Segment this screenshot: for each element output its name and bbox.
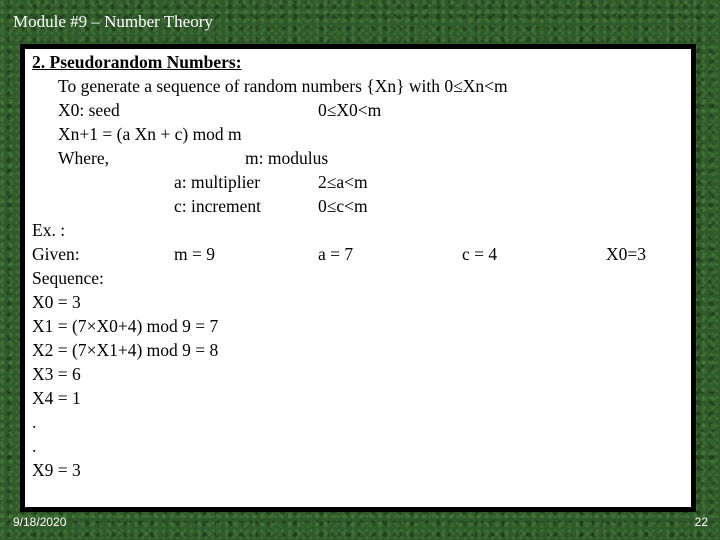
ellipsis-dot-1: .	[32, 412, 37, 432]
section-heading: 2. Pseudorandom Numbers:	[32, 52, 242, 72]
sequence-x1: X1 = (7×X0+4) mod 9 = 7	[32, 316, 219, 336]
sequence-x2: X2 = (7×X1+4) mod 9 = 8	[32, 340, 219, 360]
increment-definition: c: increment	[174, 196, 261, 216]
sequence-x9: X9 = 3	[32, 460, 81, 480]
where-label: Where,	[58, 148, 110, 168]
recurrence-formula: Xn+1 = (a Xn + c) mod m	[58, 124, 242, 144]
sequence-x0: X0 = 3	[32, 292, 81, 312]
increment-range: 0≤c<m	[318, 196, 368, 216]
example-label: Ex. :	[32, 220, 66, 240]
given-m: m = 9	[174, 244, 215, 264]
given-x0: X0=3	[606, 244, 647, 264]
intro-text: To generate a sequence of random numbers {Xn} with 0≤Xn<m	[58, 76, 508, 96]
footer-date: 9/18/2020	[13, 515, 67, 529]
seed-range: 0≤X0<m	[318, 100, 382, 120]
given-c: c = 4	[462, 244, 498, 264]
multiplier-range: 2≤a<m	[318, 172, 368, 192]
content-panel	[20, 44, 696, 512]
page-number: 22	[694, 515, 708, 529]
given-label: Given:	[32, 244, 80, 264]
modulus-definition: m: modulus	[245, 148, 329, 168]
sequence-x4: X4 = 1	[32, 388, 81, 408]
slide-title: Module #9 – Number Theory	[13, 12, 213, 31]
multiplier-definition: a: multiplier	[174, 172, 261, 192]
given-a: a = 7	[318, 244, 354, 264]
ellipsis-dot-2: .	[32, 436, 37, 456]
content-area	[25, 49, 691, 507]
sequence-x3: X3 = 6	[32, 364, 81, 384]
seed-label: X0: seed	[58, 100, 120, 120]
sequence-label: Sequence:	[32, 268, 104, 288]
